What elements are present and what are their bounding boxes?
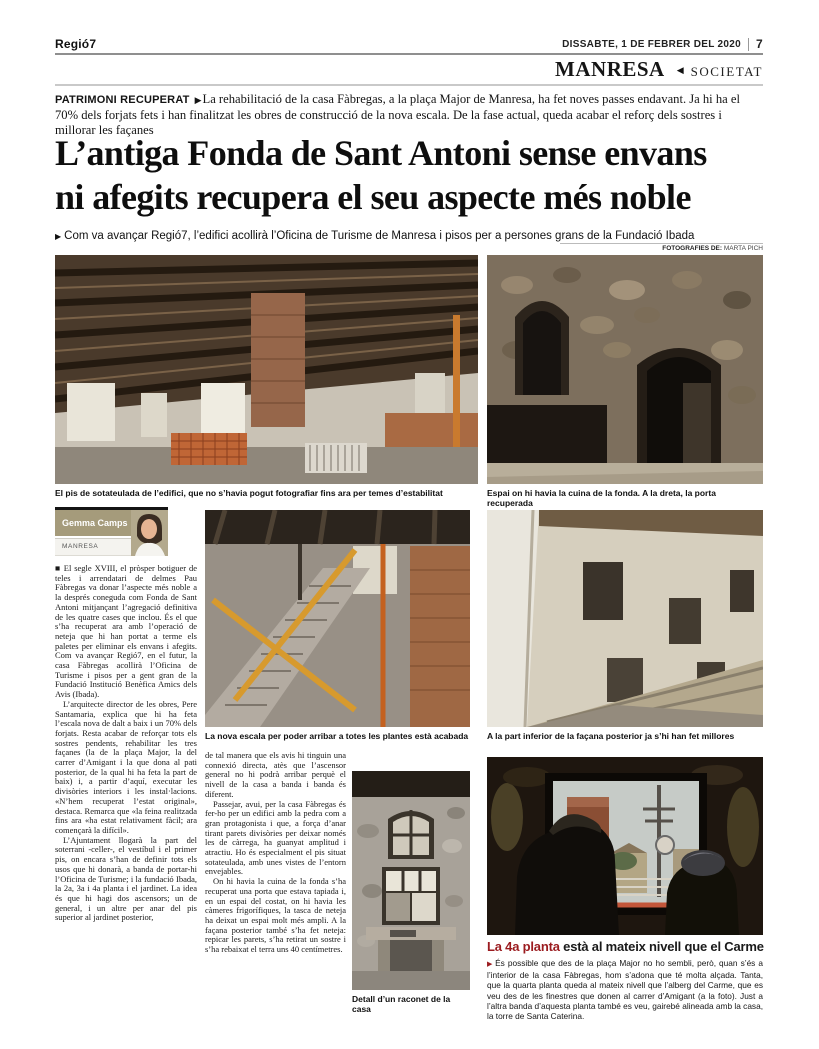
arrow-right-icon: ▶ bbox=[194, 95, 202, 105]
brand-logo: Regió7 bbox=[55, 37, 97, 51]
photo-stairs bbox=[205, 510, 470, 727]
header-rule-top bbox=[55, 53, 763, 55]
photo-kitchen-illustration bbox=[487, 255, 763, 484]
caption-attic: El pis de sotateulada de l’edifici, que no s’havia pogut fotografiar fins ara per temes d’estabilitat bbox=[55, 488, 443, 498]
highlight-title bbox=[487, 938, 765, 955]
paragraph: de tal manera que els avis hi tinguin una connexió directa, atès que l’ascensor general no hi podrà arribar perquè el nivell de la casa a banda i banda és diferent. bbox=[205, 750, 346, 799]
caption-kitchen: Espai on hi havia la cuina de la fonda. A la dreta, la porta recuperada bbox=[487, 488, 716, 508]
photo-stairs-illustration bbox=[205, 510, 470, 727]
arrow-right-icon: ▶ bbox=[487, 961, 494, 968]
photo-attic-illustration bbox=[55, 255, 478, 484]
header-rule-bottom bbox=[55, 84, 763, 86]
paragraph: Passejar, avui, per la casa Fàbregas és fer-ho per un edifici amb la pedra com a gran protagonista i que, a força d’anar tirant parets divisòries per deixar només les de càrrega, ha guanyat amplitud i atractiu. Ho és especialment el pis situat sotateulada, amb unes vistes de l’entorn envejables. bbox=[205, 798, 346, 877]
byline-author: Gemma Camps bbox=[62, 518, 128, 528]
photo-workers bbox=[487, 757, 763, 935]
highlight-text bbox=[487, 958, 763, 1021]
photo-credit bbox=[662, 245, 763, 252]
highlight-title-rest: està al mateix nivell que el Carme bbox=[559, 939, 764, 954]
headline-line2: ni afegits recupera el seu aspecte més noble bbox=[55, 177, 691, 217]
paragraph: ■ El segle XVIII, el pròsper botiguer de teles i arrendatari de delmes Pau Fàbregas va donar l’aspecte més noble a la després coneguda com Fonda de Sant Antoni mitjançant l’agregació definitiva de les quatre cases que inclou. És el que s’ha recuperat ara amb l’operació de neteja que hi han portat a terme els paletes per eliminar els envans i afegits. Com va avançar Regió7, en el futur, la casa Fàbregas acollirà l’Oficina de Turisme i pisos per a gent gran de la Fundació Institució Benèfica Amics dels Avis (Ibada). bbox=[55, 563, 197, 700]
author-avatar bbox=[131, 510, 168, 556]
caption-facade: A la part inferior de la façana posterior ja s’hi han fet millores bbox=[487, 731, 735, 741]
subsection-title: SOCIETAT bbox=[690, 64, 763, 79]
date-text: DISSABTE, 1 DE FEBRER DEL 2020 bbox=[562, 38, 742, 50]
caption-stairs: La nova escala per poder arribar a totes les plantes està acabada bbox=[205, 731, 469, 741]
arrow-right-icon: ▶ bbox=[55, 232, 62, 241]
photo-workers-illustration bbox=[487, 757, 763, 935]
photo-corner bbox=[352, 771, 470, 990]
byline-location: MANRESA bbox=[62, 543, 99, 550]
credit-rule bbox=[560, 243, 763, 244]
subhead-text: Com va avançar Regió7, l’edifici acollirà l’Oficina de Turisme de Manresa i pisos per a persones grans de la Fundació Ibada bbox=[64, 230, 695, 242]
article-col2 bbox=[205, 751, 346, 955]
highlight-body: És possible que des de la plaça Major no ho sembli, però, quan s’és a l’interior de la casa Fàbregas, hom s’adona que té molta alçada. Tanta, que la quarta planta queda al mateix nivell que l’alberg del Carme, que es veu des de les finestres que donen al carrer d’Amigant (a la foto). Just a l’altra banda d’aquesta planta també es veu, gairebé alineada amb la casa, la torre de Santa Caterina. bbox=[487, 958, 763, 1022]
page-number: 7 bbox=[756, 37, 763, 51]
page-header-dateline bbox=[562, 37, 763, 51]
article-col1 bbox=[55, 564, 197, 923]
headline bbox=[55, 131, 767, 219]
highlight-title-accent: La 4a planta bbox=[487, 939, 560, 954]
arrow-left-icon: ◀ bbox=[676, 65, 684, 75]
photo-credit-label: FOTOGRAFIES DE: bbox=[662, 245, 723, 252]
caption-corner: Detall d’un raconet de la casa bbox=[352, 994, 451, 1014]
photo-facade bbox=[487, 510, 763, 727]
headline-line1: L’antiga Fonda de Sant Antoni sense envans bbox=[55, 133, 707, 173]
header-divider bbox=[748, 38, 749, 51]
photo-facade-illustration bbox=[487, 510, 763, 727]
byline-box bbox=[55, 507, 168, 557]
section-header bbox=[555, 57, 763, 82]
section-title: MANRESA bbox=[555, 57, 665, 81]
photo-attic bbox=[55, 255, 478, 484]
kicker-label: PATRIMONI RECUPERAT bbox=[55, 94, 190, 106]
photo-credit-name: MARTA PICH bbox=[723, 245, 763, 252]
paragraph: On hi havia la cuina de la fonda s’ha recuperat una porta que estava tapiada i, en un espai del costat, on hi havia les càmeres frigorífiques, la tasca de neteja ha deixat un espai molt més ampli. A la façana posterior també s’ha fet neteja: repicar les parets, s’ha retirat un sostre i s’ha rebaixat el terra uns 40 centímetres. bbox=[205, 876, 346, 955]
subhead bbox=[55, 229, 755, 244]
photo-corner-illustration bbox=[352, 771, 470, 990]
kicker-text: La rehabilitació de la casa Fàbregas, a la plaça Major de Manresa, ha fet noves passes endavant. Ja hi ha el 70% dels forjats fets i han finalitzat les obres de construcció de la nova escala. De la fase actual, queda acabar el reforç dels sostres i millorar les façanes bbox=[55, 92, 740, 137]
paragraph: L’arquitecte director de les obres, Pere Santamaria, explica que hi ha feta l’escala nova de dalt a baix i un 70% dels forjats. Resta acabar de reforçar tots els sostres pendents, rehabilitar les tres façanes (la de la plaça Major, la del carrer d’Amigant i la que dona al pati posterior, de la qual hi ha feta la part de baix) i, a partir d’aquí, executar les divisòries interiors i les instal·lacions. «N’hem recuperat l’estat original», destaca. Remarca que «la feina realitzada fins ara «ha estat relativament fàcil; ara començarà la difícil». bbox=[55, 698, 197, 835]
photo-kitchen bbox=[487, 255, 763, 484]
paragraph: L’Ajuntament llogarà la part del soterrani -celler-, el vestíbul i el primer pis, on encara s’han de definir tots els usos que hi donarà, a banda de portar-hi l’Oficina de Turisme; i la fundació Ibada, la 2a, 3a i 4a planta i el jardinet. La idea és que hi hagi dos ascensors; un de general, i un altre per anar del pis superior al jardinet posterior, bbox=[55, 834, 197, 923]
